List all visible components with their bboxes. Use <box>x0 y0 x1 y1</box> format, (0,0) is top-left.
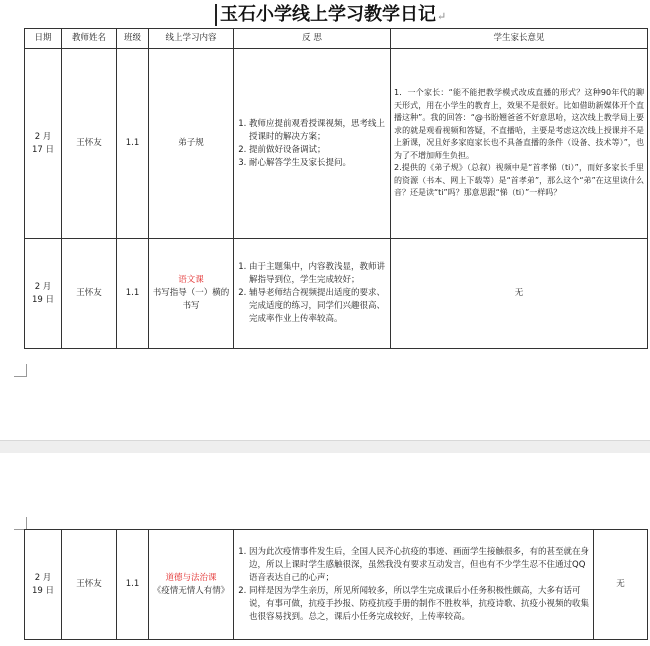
reflection-item: 2. 提前做好设备调试； <box>249 144 387 157</box>
reflection-item: 2. 同样是因为学生亲历，所见所闻较多，所以学生完成课后小任务积极性颇高，大多有话可说，有事可做，抗疫手抄报、防疫抗疫手册的制作不胜枚举，抗疫诗歌、抗疫小视频的收集也很容易找到。总之，课后小任务完成较好，上传率较高。 <box>249 585 590 624</box>
reflection-item: 1. 教师应提前观看授课视频，思考线上授课时的解决方案； <box>249 118 387 144</box>
class-cell: 1.1 <box>117 49 149 239</box>
date-cell: 2 月 19 日 <box>25 239 62 349</box>
content-text: 《疫情无情人有情》 <box>152 585 230 596</box>
teacher-cell: 王怀友 <box>62 530 117 640</box>
opinion-cell: 无 <box>594 530 648 640</box>
header-class: 班级 <box>117 29 149 49</box>
diary-table <box>24 529 648 640</box>
page-gap <box>0 440 650 454</box>
opinion-cell <box>391 49 648 239</box>
reflection-cell <box>234 239 391 349</box>
page-corner-mark <box>14 364 27 377</box>
paragraph-mark: ↵ <box>437 10 447 23</box>
reflection-cell <box>234 530 594 640</box>
reflection-item: 1. 由于主题集中，内容教浅显，教师讲解指导到位，学生完成较好； <box>249 261 387 287</box>
document-page-2 <box>0 453 650 646</box>
reflection-item: 2. 辅导老师结合视频提出适度的要求、完成适度的练习，同学们兴趣很高、完成率作业上传率较高。 <box>249 287 387 326</box>
class-cell: 1.1 <box>117 530 149 640</box>
header-reflection: 反 思 <box>234 29 391 49</box>
class-cell: 1.1 <box>117 239 149 349</box>
diary-table <box>24 28 648 349</box>
header-date: 日期 <box>25 29 62 49</box>
reflection-cell <box>234 49 391 239</box>
opinion-paragraph: 2.提供的《弟子规》（总叙）视频中是“首孝悌（ti）”，而好多家长手里的资源（书本、网上下载等）是“首孝弟”，那么这个“弟”在这里读什么音？还是读“ti”吗？那意思跟“悌（ti）”一样吗？ <box>394 163 644 198</box>
date-cell: 2 月 17 日 <box>25 49 62 239</box>
content-text: 弟子规 <box>178 138 204 148</box>
header-teacher: 教师姓名 <box>62 29 117 49</box>
table-row <box>25 530 648 640</box>
teacher-cell: 王怀友 <box>62 49 117 239</box>
reflection-item: 1. 因为此次疫情事件发生后，全国人民齐心抗疫的事迹、画面学生接触很多，有的甚至就在身边，所以上课时学生感触很深，虽然我没有要求互动发言，但也有不少学生忍不住通过QQ语音表达自己的心声； <box>249 546 590 585</box>
date-cell: 2 月 19 日 <box>25 530 62 640</box>
content-cell <box>149 239 234 349</box>
content-text: 书写指导（一）横的书写 <box>152 288 230 311</box>
table-row <box>25 49 648 239</box>
opinion-paragraph: 1．一个家长：“能不能把教学模式改成直播的形式？这种90年代的聊天形式，用在小学生的教育上，效果不是很好。比如借助新媒体开个直播这种”。我的回答：“@书盼翘爸爸不好意思哈，这次线上教学局上要求的就是观看视频和答疑，不直播哈，主要是考虑这次线上授课并不是上新课，况且好多家庭家长也不具备直播的条件（设备、技术等）”，也为了不增加师生负担。 <box>394 88 644 160</box>
content-cell <box>149 530 234 640</box>
reflection-item: 3. 耐心解答学生及家长提问。 <box>249 157 387 170</box>
header-opinion: 学生家长意见 <box>391 29 648 49</box>
content-cell <box>149 49 234 239</box>
subject-label: 语文课 <box>178 275 204 285</box>
document-title: 玉石小学线上学习教学日记↵ <box>215 4 460 26</box>
table-header-row <box>25 29 648 49</box>
table-row <box>25 239 648 349</box>
opinion-cell: 无 <box>391 239 648 349</box>
header-content: 线上学习内容 <box>149 29 234 49</box>
subject-label: 道德与法治课 <box>165 572 217 583</box>
teacher-cell: 王怀友 <box>62 239 117 349</box>
